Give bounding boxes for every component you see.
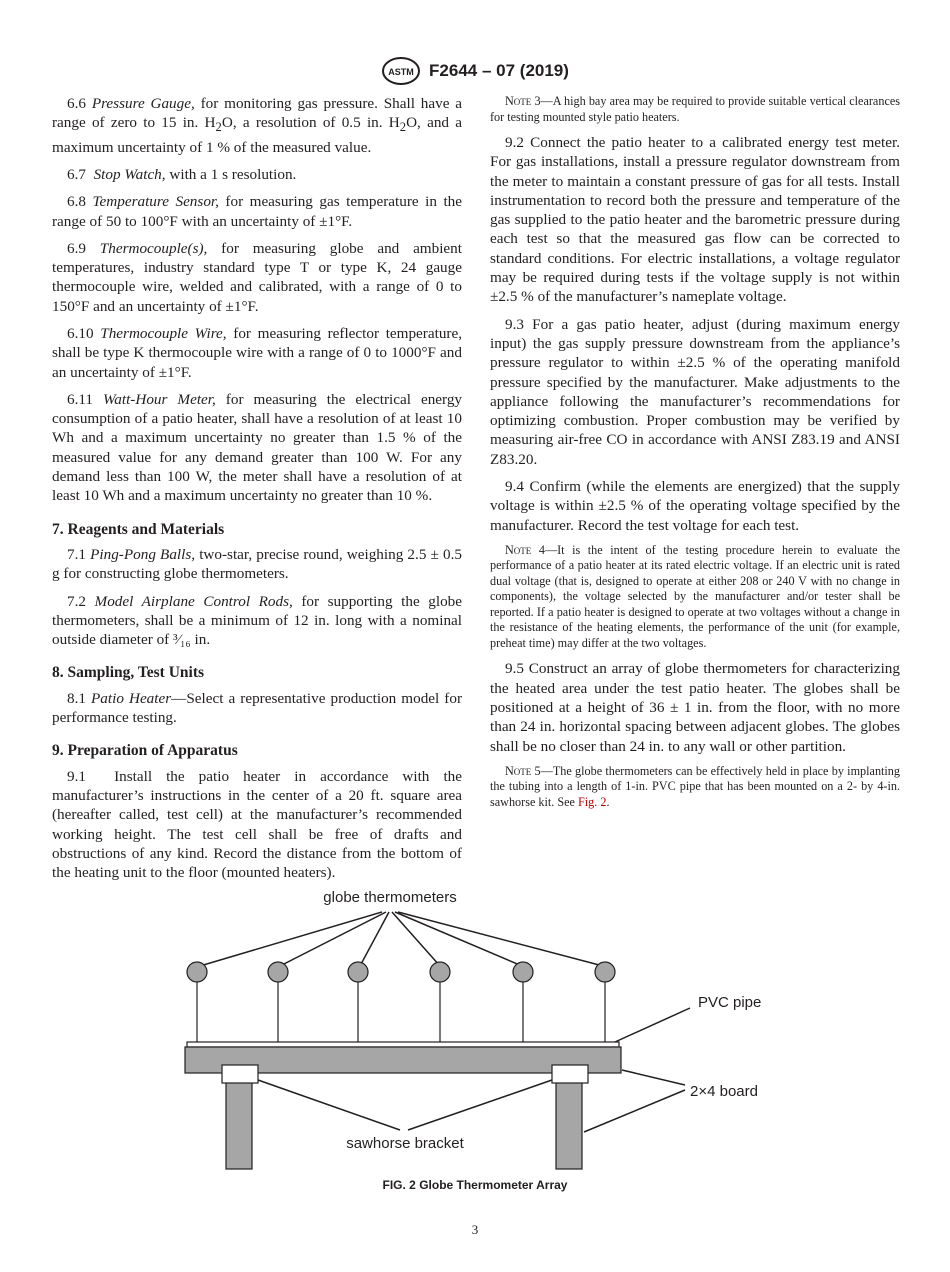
board-leg-right xyxy=(556,1073,582,1169)
section-6-8: 6.8 Temperature Sensor, for measuring gas temperature in the range of 50 to 100°F with an uncertainty of ±1°F. xyxy=(52,193,462,230)
note-5: Note 5—The globe thermometers can be effectively held in place by implanting the tubing into a length of 1-in. PVC pipe that has been mounted on a 2- by 4-in. sawhorse kit. See Fig. 2. xyxy=(490,763,900,809)
globe-thermometer xyxy=(595,962,615,982)
page-number: 3 xyxy=(471,1222,479,1237)
section-6-9: 6.9 Thermocouple(s), for measuring globe and ambient temperatures, industry standard type T or type K, 24 gauge thermocouple wire, welded and calibrated, with a range of 0 to 150°F and an uncertainty of ±1°F. xyxy=(52,239,462,315)
label-globe-thermometers: globe thermometers xyxy=(323,889,457,906)
heading-7: 7. Reagents and Materials xyxy=(52,520,225,538)
note-3: Note 3—A high bay area may be required to provide suitable vertical clearances for testing mounted style patio heaters. xyxy=(490,94,900,124)
section-9-5: 9.5 Construct an array of globe thermometers for characterizing the heated area under the test patio heater. The globes shall be positioned at a height of 36 ± 1 in. from the floor, with no more than 24 in. horizontal spacing between adjacent globes. The globes shall be no closer than 24 in. to any wall or other partition. xyxy=(490,660,900,755)
svg-text:ASTM: ASTM xyxy=(388,67,414,77)
label-2x4-board: 2×4 board xyxy=(690,1083,758,1100)
label-sawhorse-bracket: sawhorse bracket xyxy=(346,1135,464,1152)
section-9-2: 9.2 Connect the patio heater to a calibrated energy test meter. For gas installations, install a pressure regulator downstream from the meter to maintain a constant pressure of gas for all tests. Install instrumentation to record both the pressure and temperature of the gas supplied to the patio heater and the barometric pressure during each test so that the measured gas flow can be corrected to standard conditions. For electric installations, a voltage regulator may be required during tests if the voltage supply is not within ±2.5 % of the manufacturer’s nameplate voltage. xyxy=(490,134,901,306)
astm-logo-icon xyxy=(381,56,421,86)
pointer-arrows xyxy=(200,912,603,966)
section-6-11: 6.11 Watt-Hour Meter, for measuring the electrical energy consumption of a patio heater, shall have a resolution of at least 10 Wh and a maximum uncertainty no greater than 1.5 % of the measured value for any demand greater than 100 W. For any demand less than 100 W, the meter shall have a resolution of at least 10 Wh and a maximum uncertainty no greater than 10 %. xyxy=(52,390,463,505)
label-pvc-pipe: PVC pipe xyxy=(698,994,762,1011)
fig-2-link[interactable]: Fig. 2 xyxy=(578,794,607,809)
heading-9: 9. Preparation of Apparatus xyxy=(52,742,238,760)
section-7-1: 7.1 Ping-Pong Balls, two-star, precise round, weighing 2.5 ± 0.5 g for constructing globe thermometers. xyxy=(52,545,462,583)
globe-thermometer-figure xyxy=(160,880,800,1180)
section-9-1: 9.1 Install the patio heater in accordance with the manufacturer’s instructions in the center of a 20 ft. square area (hereafter called, test cell) at the manufacturer’s recommended working height. The test cell shall be free of drafts and obstructions of any kind. Record the distance from the bottom of the heating unit to the floor (mounted heaters). xyxy=(52,767,462,882)
pvc-pipe xyxy=(187,1042,619,1047)
left-column xyxy=(52,94,462,890)
right-column xyxy=(490,94,900,818)
board-leg-left xyxy=(226,1073,252,1169)
section-6-10: 6.10 Thermocouple Wire, for measuring reflector temperature, shall be type K thermocouple wire with a range of 0 to 1000°F and an uncertainty of ±1°F. xyxy=(52,325,463,381)
note-4: Note 4—It is the intent of the testing procedure herein to evaluate the performance of a patio heater at its rated electric voltage. If an electric unit is rated dual voltage (that is, designed to operate at either 208 or 240 V with no change in components), the voltage selected by the manufacturer and/or tester shall be reported. If a patio heater is designed to operate at two voltages without a change in the resistance of the heating elements, the performance of the unit (for example, preheat time) may differ at the two voltages. xyxy=(490,542,900,650)
globe-thermometer xyxy=(187,962,207,982)
sawhorse-bracket-left xyxy=(222,1065,258,1083)
figure-caption: FIG. 2 Globe Thermometer Array xyxy=(382,1178,568,1192)
section-6-6: 6.6 Pressure Gauge, for monitoring gas pressure. Shall have a range of zero to 15 in. $H_2O$, a resolution of 0.5 in. $H_2O$, and a maximum uncertainty of 1 % of the measured value. xyxy=(52,95,463,156)
globe-thermometer xyxy=(348,962,368,982)
section-9-3: 9.3 For a gas patio heater, adjust (during maximum energy input) the gas supply pressure downstream from the appliance’s pressure regulator to within ±2.5 % of the operating manifold pressure specified by the manufacturer. Make adjustments to the appliance following the manufacturer’s recommendations for optimizing combustion. Proper combustion may be verified by measuring air-free CO in accordance with ANSI Z83.19 and ANSI Z83.20. xyxy=(490,315,900,468)
section-6-7: 6.7 Stop Watch, with a 1 s resolution. xyxy=(67,165,297,183)
globe-thermometer xyxy=(513,962,533,982)
section-8-1: 8.1 Patio Heater—Select a representative production model for performance testing. xyxy=(52,689,463,727)
section-7-2: 7.2 Model Airplane Control Rods, for supporting the globe thermometers, shall be a minimum of 12 in. long with a nominal outside diameter of ³⁄₁₆ in. xyxy=(52,592,462,649)
document-id: F2644 – 07 (2019) xyxy=(429,61,569,80)
globe-thermometer xyxy=(430,962,450,982)
page-header xyxy=(0,56,950,86)
control-rods xyxy=(197,982,605,1042)
globe-thermometer xyxy=(268,962,288,982)
section-9-4: 9.4 Confirm (while the elements are energized) that the supply voltage is within ±2.5 % of the operating voltage specified by the manufacturer. Record the test voltage for each test. xyxy=(490,478,900,534)
heading-8: 8. Sampling, Test Units xyxy=(52,664,205,682)
sawhorse-bracket-right xyxy=(552,1065,588,1083)
